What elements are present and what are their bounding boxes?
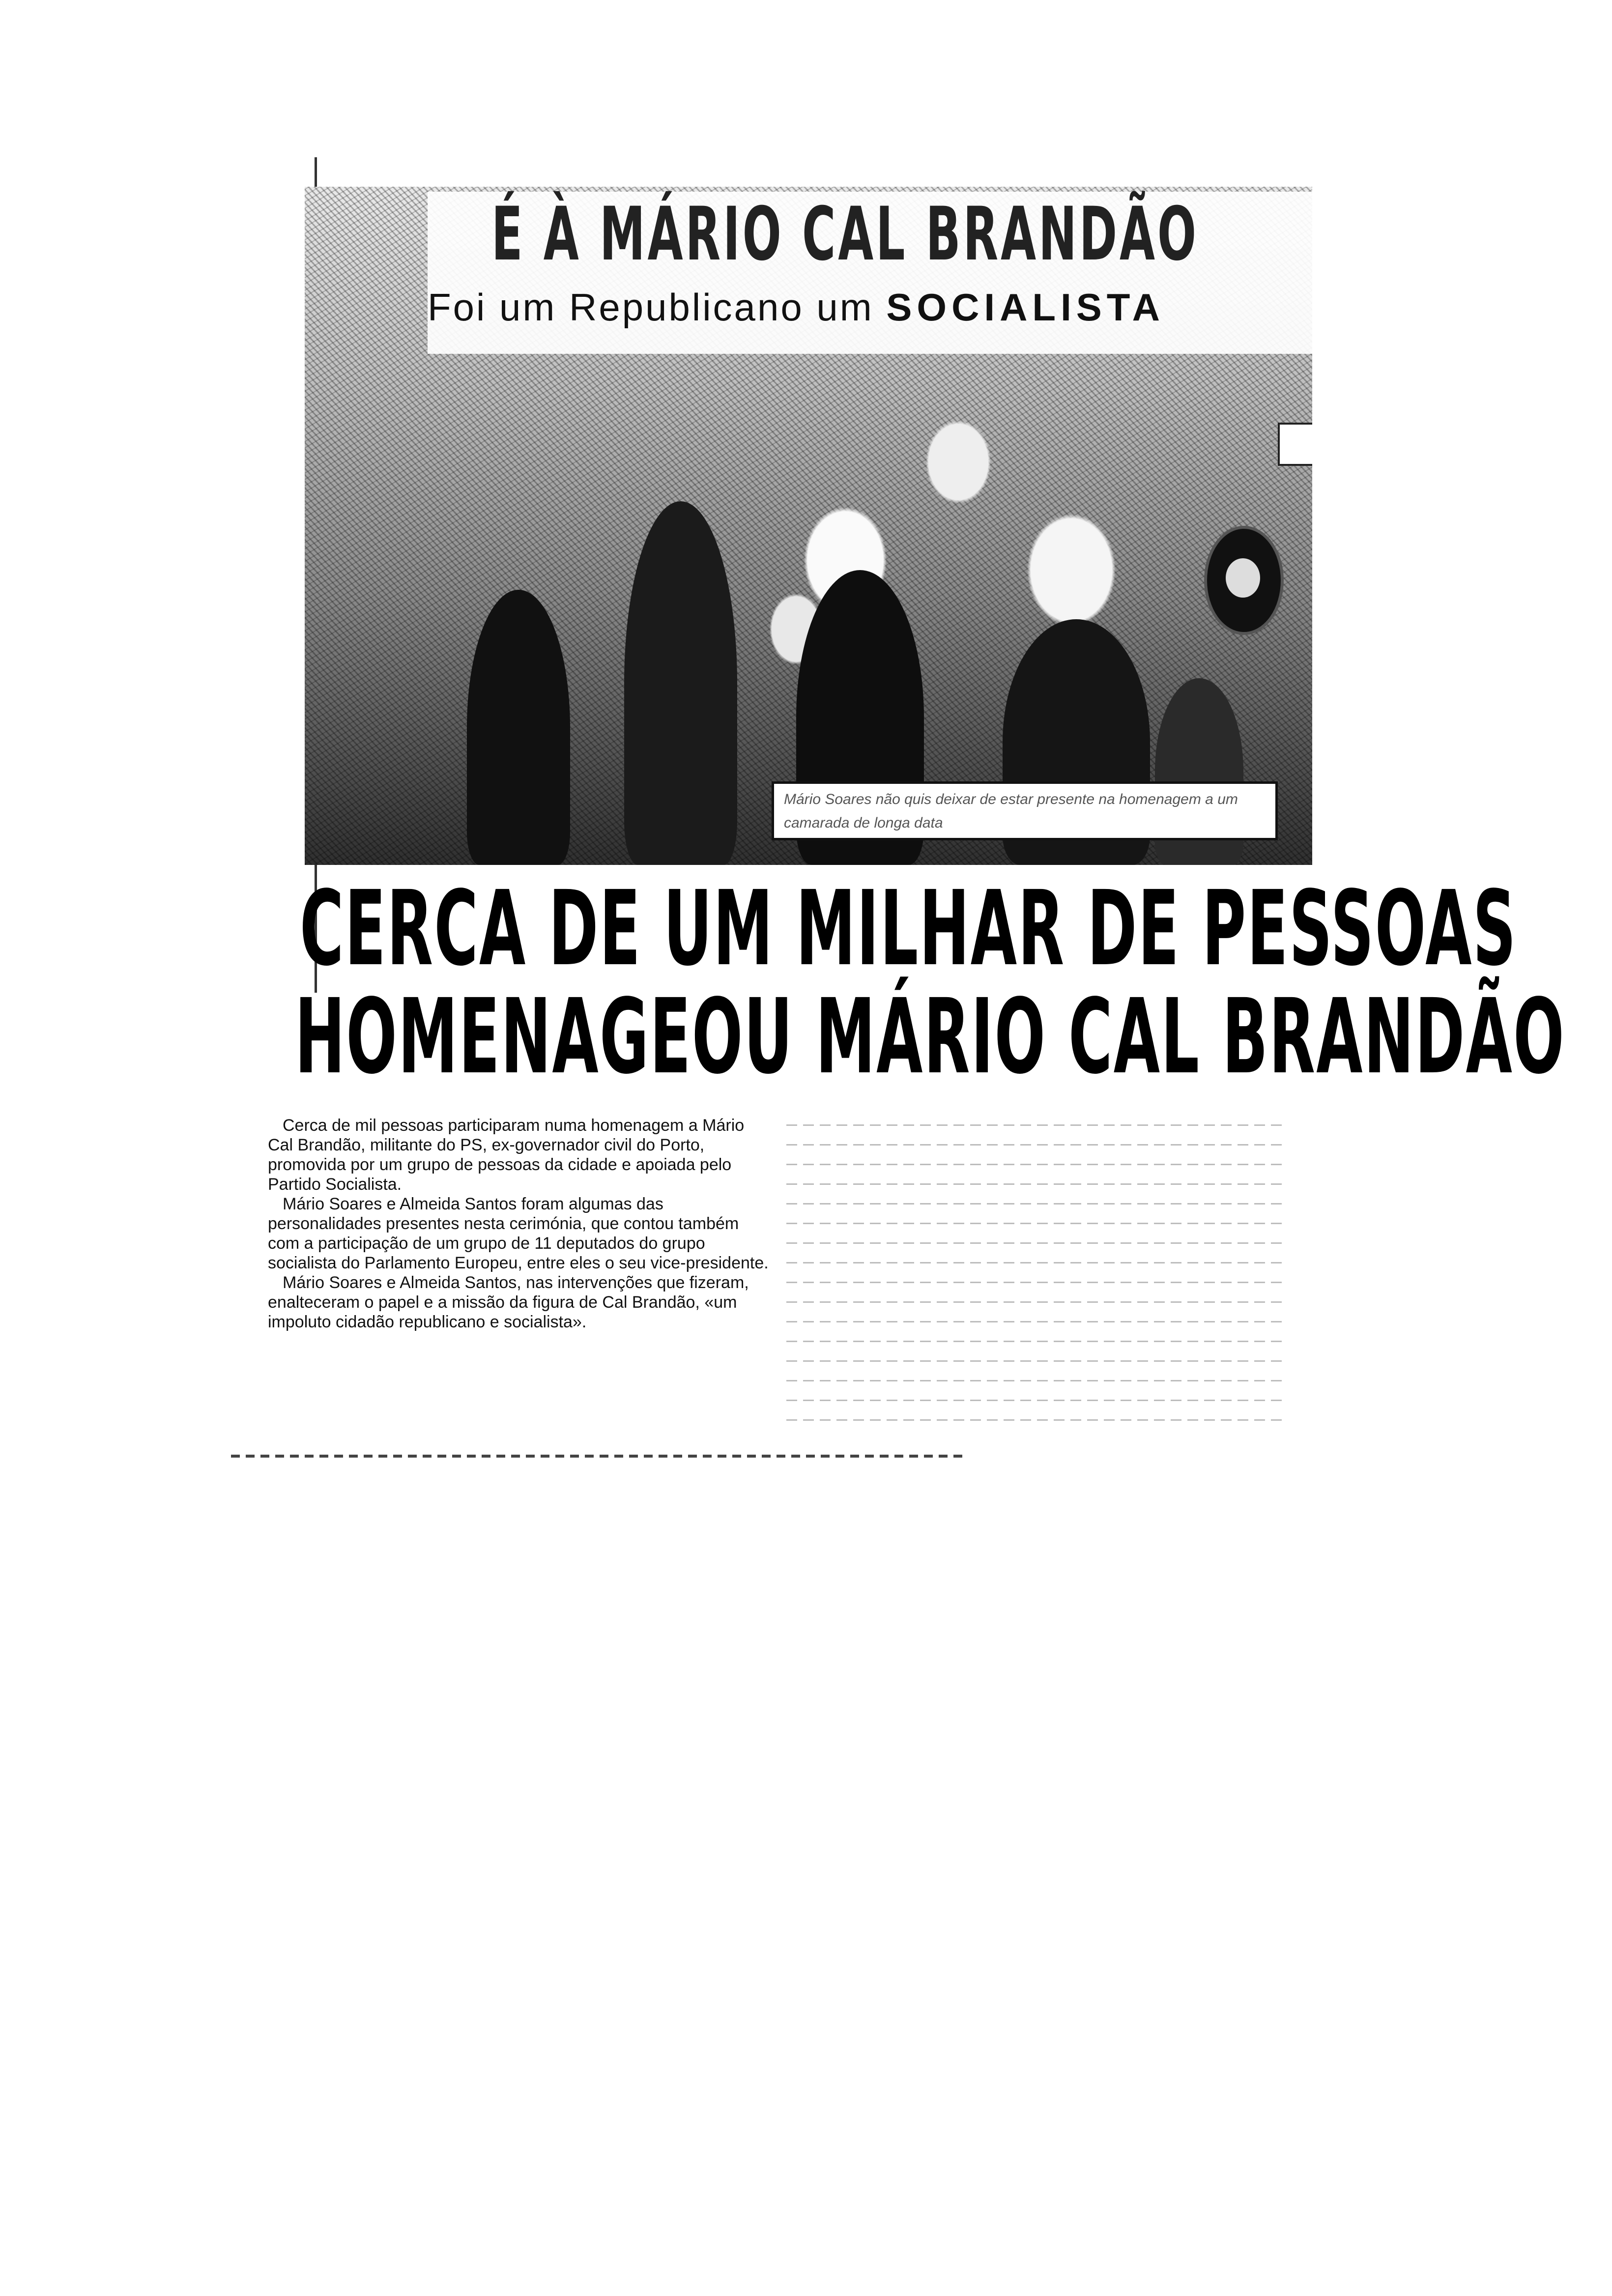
article-body [268,1116,769,1332]
banner-subtitle-prefix: Foi um Republicano um [428,286,874,329]
banner-subtitle-emphasis: SOCIALISTA [886,286,1165,329]
faded-text-line [786,1175,1288,1194]
banner-title: É À MÁRIO CAL BRANDÃO [491,192,1199,277]
faded-text-line [786,1135,1288,1155]
event-banner [428,192,1312,354]
placard [1278,423,1312,466]
person-left [467,590,570,865]
body-paragraph: Cerca de mil pessoas participaram numa homenagem a Mário Cal Brandão, militante do PS, ex-governador civil do Porto, promovida por um grupo de pessoas da cidade e apoiada pelo Partido Socialista. [268,1116,745,1194]
faded-text-line [786,1371,1288,1391]
person-center-left [624,501,737,865]
faded-text-line [786,1410,1288,1430]
faded-text-line [786,1312,1288,1332]
faded-text-line [786,1253,1288,1273]
news-photo [305,187,1312,865]
faded-text-line [786,1273,1288,1292]
photo-caption: Mário Soares não quis deixar de estar presente na homenagem a um camarada de longa data [772,781,1278,840]
party-emblem-icon [1204,526,1284,635]
headline-line-2: HOMENAGEOU MÁRIO CAL BRANDÃO [295,976,1565,1097]
faded-text-line [786,1332,1288,1351]
faded-text-line [786,1214,1288,1234]
headline-line-1: CERCA DE UM MILHAR DE PESSOAS [300,868,1517,989]
body-paragraph: Mário Soares e Almeida Santos foram algumas das personalidades presentes nesta cerimónia, que contou também com a participação de um grupo de 11 deputados do grupo socialista do Parlamento Europeu, entre eles o seu vice-presidente. [268,1195,769,1272]
faded-text-line [786,1391,1288,1410]
faded-column [786,1116,1288,1430]
faded-text-line [786,1234,1288,1253]
faded-text-line [786,1351,1288,1371]
faded-text-line [786,1155,1288,1175]
banner-subtitle [428,285,1165,330]
clipping-bottom-edge [231,1455,968,1458]
faded-text-line [786,1116,1288,1135]
body-paragraph: Mário Soares e Almeida Santos, nas intervenções que fizeram, enalteceram o papel e a missão da figura de Cal Brandão, «um impoluto cidadão republicano e socialista». [268,1273,749,1331]
faded-text-line [786,1292,1288,1312]
faded-text-line [786,1194,1288,1214]
